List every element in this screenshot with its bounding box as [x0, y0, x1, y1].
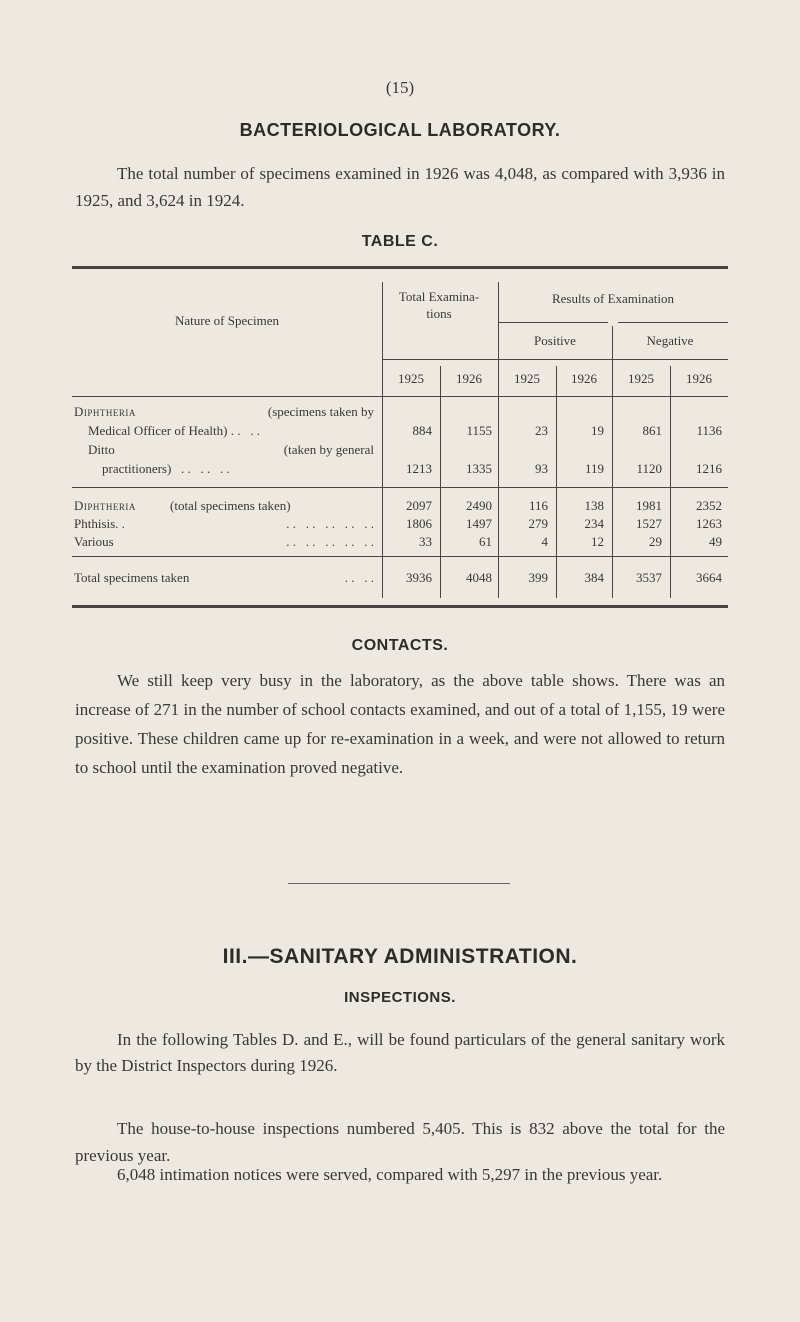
- cell-value: 1527: [636, 516, 662, 531]
- cell-value: 119: [584, 461, 604, 476]
- total-rule: [72, 556, 728, 557]
- row-label-line2: practitioners) . . . . . .: [102, 461, 230, 476]
- row-label: Diphtheria: [74, 404, 136, 419]
- cell-value: 1136: [696, 423, 722, 438]
- table-top-rule: [72, 266, 728, 269]
- contacts-body: We still keep very busy in the laboratory, as the above table shows. There was an increase of 271 in the number of school contacts examined, and out of a total of 1,155, 19 were positive. These children came up for re-examination in a week, and were not allowed to return to school until the examination proved negative.: [75, 671, 725, 777]
- cell-value: 1981: [636, 498, 662, 513]
- cell-value: 279: [528, 516, 548, 531]
- row-label-cont: (total specimens taken): [170, 498, 291, 513]
- year-header: 1925: [628, 371, 654, 386]
- section-divider: [288, 883, 510, 884]
- header-negative: Negative: [646, 333, 694, 348]
- row-label: Total specimens taken: [74, 570, 190, 585]
- inspections-paragraph-1: In the following Tables D. and E., will be found particulars of the general sanitary work by the District Inspectors during 1926.: [75, 1030, 725, 1075]
- cell-value: 1155: [466, 423, 492, 438]
- header-total: Total Examina- tions: [398, 289, 480, 321]
- cell-value: 93: [535, 461, 548, 476]
- col-rule: [498, 282, 499, 598]
- cell-value: 4: [541, 534, 548, 549]
- cell-value: 138: [584, 498, 604, 513]
- header-positive: Positive: [534, 333, 576, 348]
- positive-rule: [498, 322, 608, 323]
- table-title: TABLE C.: [361, 233, 439, 250]
- row-label-cont: . . . .: [344, 570, 374, 585]
- cell-value: 3936: [406, 570, 432, 585]
- row-label-cont: . . . . . . . . . .: [286, 516, 374, 531]
- sanitary-heading: III.—SANITARY ADMINISTRATION.: [222, 945, 578, 968]
- cell-value: 33: [419, 534, 432, 549]
- row-label: Ditto: [88, 442, 115, 457]
- year-header: 1925: [514, 371, 540, 386]
- col-rule: [440, 366, 441, 598]
- cell-value: 19: [591, 423, 604, 438]
- bacteriology-intro: The total number of specimens examined in 1926 was 4,048, as compared with 3,936 in 1925, and 3,624 in 1924.: [75, 164, 725, 210]
- year-header: 1926: [456, 371, 482, 386]
- col-rule: [556, 366, 557, 598]
- cell-value: 29: [649, 534, 662, 549]
- year-header: 1926: [686, 371, 712, 386]
- cell-value: 2097: [406, 498, 432, 513]
- cell-value: 1806: [406, 516, 432, 531]
- row-label-cont: (specimens taken by: [267, 404, 374, 419]
- cell-value: 1120: [636, 461, 662, 476]
- cell-value: 1497: [466, 516, 492, 531]
- page-number: (15): [385, 78, 415, 97]
- cell-value: 1263: [696, 516, 722, 531]
- cell-value: 116: [528, 498, 548, 513]
- table-c: [72, 266, 728, 610]
- cell-value: 4048: [466, 570, 492, 585]
- cell-value: 384: [584, 570, 604, 585]
- cell-value: 61: [479, 534, 492, 549]
- header-results: Results of Examination: [551, 291, 675, 306]
- cell-value: 1335: [466, 461, 492, 476]
- cell-value: 1216: [696, 461, 722, 476]
- row-label: Diphtheria: [74, 498, 136, 513]
- header-bottom-rule: [72, 396, 728, 397]
- bacteriology-heading: BACTERIOLOGICAL LABORATORY.: [239, 120, 561, 140]
- cell-value: 12: [591, 534, 604, 549]
- cell-value: 49: [709, 534, 722, 549]
- inspections-paragraph-2: The house-to-house inspections numbered 5,405. This is 832 above the total for the previous year.: [75, 1119, 725, 1165]
- inspections-paragraph-3: 6,048 intimation notices were served, compared with 5,297 in the previous year.: [117, 1165, 663, 1184]
- negative-rule: [618, 322, 728, 323]
- cell-value: 861: [642, 423, 662, 438]
- cell-value: 2490: [466, 498, 492, 513]
- table-bottom-rule: [72, 605, 728, 608]
- cell-value: 3664: [696, 570, 722, 585]
- cell-value: 399: [528, 570, 548, 585]
- year-header: 1925: [398, 371, 424, 386]
- header-nature: Nature of Specimen: [175, 313, 279, 328]
- year-header: 1926: [571, 371, 597, 386]
- col-rule: [382, 282, 383, 598]
- col-rule: [670, 366, 671, 598]
- row-label: Various: [74, 534, 114, 549]
- row-label-cont: . . . . . . . . . .: [286, 534, 374, 549]
- row-label: Phthisis. .: [74, 516, 125, 531]
- cell-value: 234: [584, 516, 604, 531]
- row-label-line2: Medical Officer of Health) . . . .: [88, 423, 260, 438]
- cell-value: 23: [535, 423, 548, 438]
- cell-value: 3537: [636, 570, 662, 585]
- cell-value: 2352: [696, 498, 722, 513]
- cell-value: 884: [412, 423, 432, 438]
- contacts-heading: CONTACTS.: [351, 637, 449, 654]
- cell-value: 1213: [406, 461, 432, 476]
- inspections-heading: INSPECTIONS.: [344, 989, 456, 1006]
- year-top-rule: [382, 359, 728, 360]
- row-label-cont: (taken by general: [283, 442, 374, 457]
- mid-rule: [72, 487, 728, 488]
